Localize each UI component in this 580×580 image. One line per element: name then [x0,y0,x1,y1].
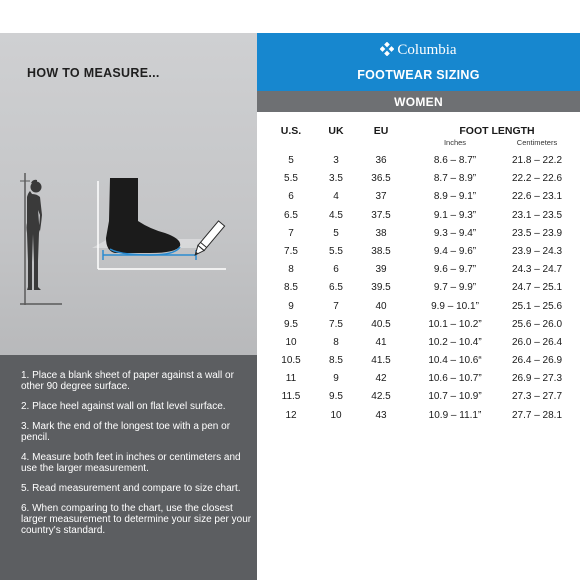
cell-inches: 10.6 – 10.7” [428,373,482,385]
cell-cm: 26.9 – 27.3 [511,373,563,385]
table-row [257,173,580,191]
cell-us: 9.5 [284,318,298,330]
header-uk: UK [328,125,344,137]
cell-eu: 38.5 [371,245,391,257]
cell-inches: 9.1 – 9.3” [433,209,477,221]
cell-eu: 40 [375,300,387,312]
table-row [257,191,580,209]
cell-uk: 4.5 [329,209,343,221]
table-row [257,337,580,355]
cell-uk: 3.5 [329,173,343,185]
cell-cm: 21.8 – 22.2 [511,155,563,166]
cell-us: 11.5 [281,391,301,403]
cell-eu: 38 [375,227,387,239]
cell-uk: 6 [333,264,339,276]
header-foot-length: FOOT LENGTH [459,125,535,137]
cell-us: 8 [288,264,294,276]
cell-us: 12 [285,409,297,421]
cell-eu: 42 [375,373,387,385]
cell-uk: 8.5 [329,355,343,367]
cell-eu: 41.5 [371,355,391,367]
step-1: 1. Place a blank sheet of paper against a wall or other 90 degree surface. [21,370,234,392]
cell-eu: 41 [375,336,387,348]
cell-inches: 10.1 – 10.2” [428,318,482,330]
cell-inches: 10.7 – 10.9” [428,391,482,403]
step-3: 3. Mark the end of the longest toe with a pen or pencil. [21,421,231,443]
cell-cm: 25.6 – 26.0 [511,318,563,330]
table-row [257,282,580,300]
cell-us: 7.5 [284,245,298,257]
brand-logo [257,42,580,59]
cell-uk: 9 [333,373,339,385]
instruction-steps [21,370,253,545]
cell-cm: 23.1 – 23.5 [511,209,563,221]
cell-us: 9 [288,300,294,312]
cell-uk: 10 [330,409,342,421]
header-centimeters: Centimeters [516,138,558,147]
cell-inches: 9.7 – 9.9” [433,282,477,294]
cell-inches: 8.9 – 9.1” [433,191,477,203]
section-title-women: WOMEN [394,95,443,109]
cell-eu: 37.5 [371,209,391,221]
cell-eu: 39.5 [371,282,391,294]
cell-inches: 10.2 – 10.4” [428,336,482,348]
how-to-measure-title: HOW TO MEASURE... [27,66,160,80]
cell-inches: 8.6 – 8.7” [433,155,477,166]
cell-cm: 22.6 – 23.1 [511,191,563,203]
cell-uk: 8 [333,336,339,348]
table-row [257,391,580,409]
header-eu: EU [373,125,389,137]
cell-inches: 10.9 – 11.1” [428,409,482,421]
footwear-sizing-title: FOOTWEAR SIZING [357,68,480,82]
cell-inches: 9.6 – 9.7” [433,264,477,276]
cell-inches: 8.7 – 8.9” [433,173,477,185]
cell-us: 6 [288,191,294,203]
table-row [257,410,580,428]
cell-uk: 7 [333,300,339,312]
foot-icon [92,178,226,269]
step-5: 5. Read measurement and compare to size chart. [21,483,241,494]
cell-cm: 24.7 – 25.1 [511,282,563,294]
cell-inches: 9.4 – 9.6” [433,245,477,257]
cell-eu: 39 [375,264,387,276]
cell-us: 7 [288,227,294,239]
table-row [257,264,580,282]
step-6: 6. When comparing to the chart, use the closest larger measurement to determine your size per your country's standard. [21,503,252,536]
cell-cm: 23.9 – 24.3 [511,245,563,257]
cell-cm: 26.4 – 26.9 [511,355,563,367]
header-inches: Inches [443,138,467,147]
cell-inches: 9.9 – 10.1” [431,300,479,312]
cell-eu: 40.5 [371,318,391,330]
table-row [257,210,580,228]
cell-uk: 3 [333,155,339,166]
table-row [257,301,580,319]
cell-eu: 42.5 [371,391,391,403]
cell-us: 5.5 [284,173,298,185]
cell-cm: 24.3 – 24.7 [511,264,563,276]
step-2: 2. Place heel against wall on flat level surface. [21,401,226,412]
cell-us: 11 [285,373,297,385]
measuring-illustration [0,33,257,355]
brand-name: Columbia [397,42,457,58]
cell-inches: 9.3 – 9.4” [433,227,477,239]
cell-cm: 26.0 – 26.4 [511,336,563,348]
cell-us: 5 [288,155,294,166]
cell-us: 10 [285,336,297,348]
step-4: 4. Measure both feet in inches or centimeters and use the larger measurement. [21,452,241,474]
how-to-measure-panel [0,33,257,580]
cell-uk: 5 [333,227,339,239]
sizing-panel [257,33,580,580]
person-silhouette-icon [20,173,62,305]
table-row [257,155,580,173]
table-row [257,319,580,337]
cell-eu: 36.5 [371,173,391,185]
cell-cm: 22.2 – 22.6 [511,173,563,185]
table-row [257,355,580,373]
cell-uk: 9.5 [329,391,343,403]
cell-uk: 7.5 [329,318,343,330]
cell-eu: 36 [375,155,387,166]
columbia-diamond-icon [380,42,394,56]
cell-cm: 27.3 – 27.7 [511,391,563,403]
header-us: U.S. [280,125,302,137]
cell-cm: 27.7 – 28.1 [511,409,563,421]
cell-eu: 43 [375,409,387,421]
cell-uk: 4 [333,191,339,203]
cell-eu: 37 [375,191,387,203]
cell-uk: 5.5 [329,245,343,257]
cell-cm: 25.1 – 25.6 [511,300,563,312]
table-row [257,246,580,264]
size-table [257,155,580,428]
cell-us: 10.5 [281,355,301,367]
cell-cm: 23.5 – 23.9 [511,227,563,239]
cell-us: 8.5 [284,282,298,294]
table-row [257,228,580,246]
cell-us: 6.5 [284,209,298,221]
cell-uk: 6.5 [329,282,343,294]
table-row [257,373,580,391]
cell-inches: 10.4 – 10.6“ [428,355,482,367]
